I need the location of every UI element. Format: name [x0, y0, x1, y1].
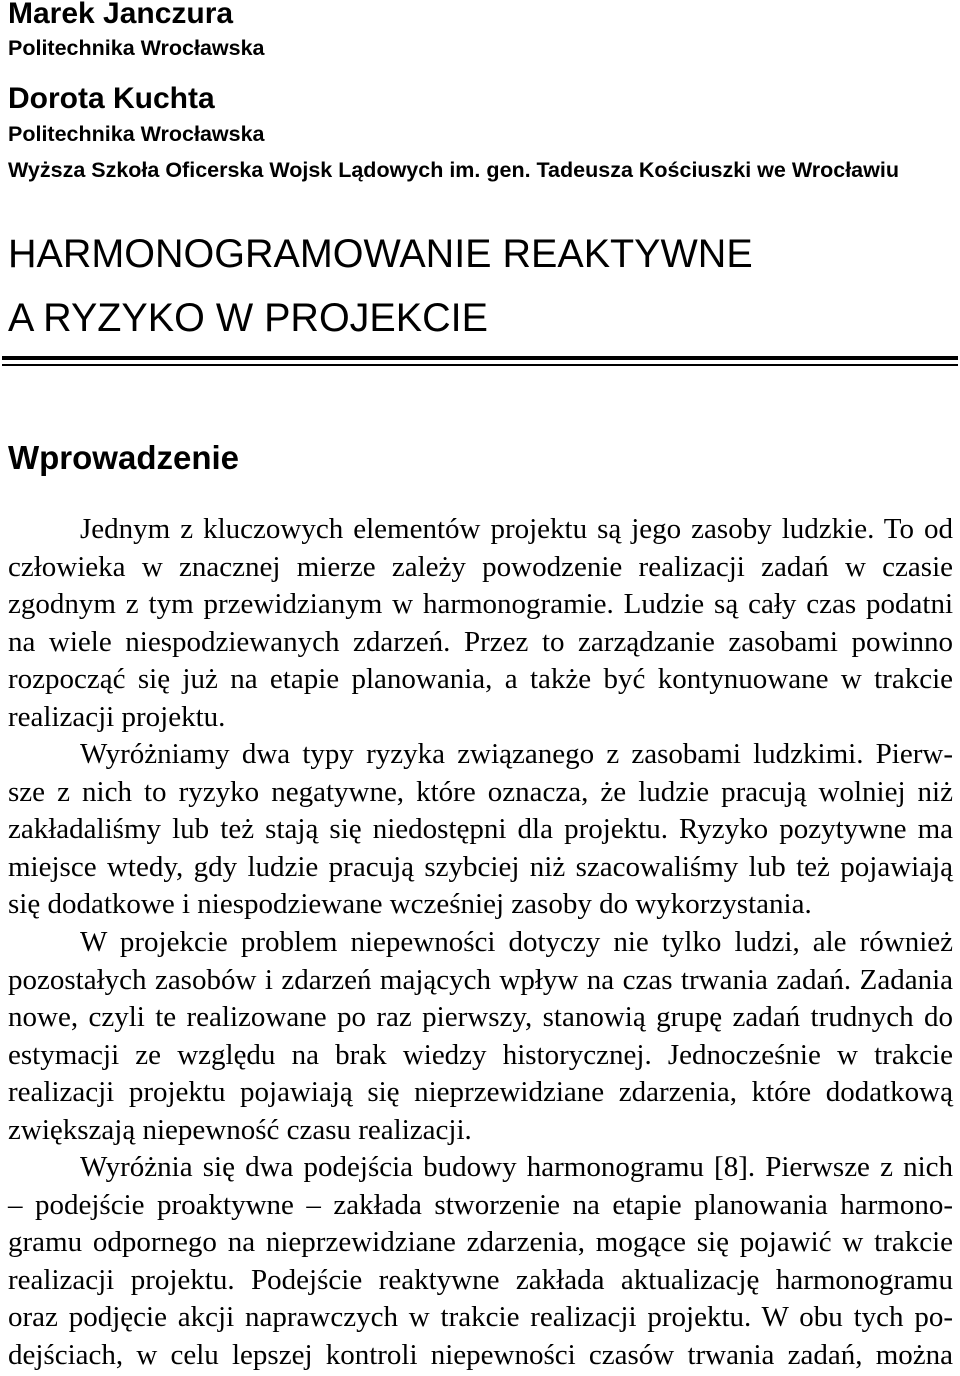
- section-heading: Wprowadzenie: [8, 439, 240, 476]
- text-line: zgodnym z tym przewidzianym w harmonogramie. Ludzie są cały czas podatni: [8, 588, 953, 621]
- text-line: oraz podjęcie akcji naprawczych w trakcie realizacji projektu. W obu tych po-: [8, 1301, 953, 1334]
- text-line: Wyróżnia się dwa podejścia budowy harmonogramu [8]. Pierwsze z nich: [80, 1151, 953, 1184]
- text-line: zwiększają niepewność czasu realizacji.: [8, 1113, 472, 1146]
- text-line: W projekcie problem niepewności dotyczy nie tylko ludzi, ale również: [80, 926, 953, 959]
- author-affiliation: Wyższa Szkoła Oficerska Wojsk Lądowych im. gen. Tadeusza Kościuszki we Wrocławiu: [8, 158, 899, 182]
- text-line: pozostałych zasobów i zdarzeń mających wpływ na czas trwania zadań. Zadania: [8, 963, 953, 996]
- text-line: realizacji projektu. Podejście reaktywne zakłada aktualizację harmonogramu: [8, 1263, 953, 1296]
- section-body: [8, 511, 953, 1375]
- paragraph: [8, 511, 953, 736]
- text-line: rozpocząć się już na etapie planowania, a także być kontynuowane w trakcie: [8, 663, 953, 696]
- text-line: sze z nich to ryzyko negatywne, które oznacza, że ludzie pracują wolniej niż: [8, 775, 953, 808]
- paragraph: [8, 924, 953, 1149]
- text-line: na wiele niespodziewanych zdarzeń. Przez to zarządzanie zasobami powinno: [8, 625, 953, 658]
- paper-title-line: HARMONOGRAMOWANIE REAKTYWNE: [8, 232, 753, 276]
- text-line: nowe, czyli te realizowane po raz pierwszy, stanowią grupę zadań trudnych do: [8, 1001, 953, 1034]
- text-line: dejściach, w celu lepszej kontroli niepewności czasów trwania zadań, można: [8, 1339, 953, 1372]
- paragraph: [8, 736, 953, 924]
- author-name: Marek Janczura: [8, 0, 234, 30]
- text-line: realizacji projektu.: [8, 700, 226, 733]
- text-line: miejsce wtedy, gdy ludzie pracują szybciej niż szacowaliśmy lub też pojawiają: [8, 850, 953, 883]
- paragraph: [8, 1149, 953, 1374]
- author-affiliation: Politechnika Wrocławska: [8, 122, 265, 146]
- text-line: – podejście proaktywne – zakłada stworzenie na etapie planowania harmono-: [8, 1188, 953, 1221]
- title-rule-thick: [2, 356, 958, 360]
- text-line: estymacji ze względu na brak wiedzy historycznej. Jednocześnie w trakcie: [8, 1038, 953, 1071]
- author-name: Dorota Kuchta: [8, 82, 215, 115]
- author-affiliation: Politechnika Wrocławska: [8, 36, 265, 60]
- text-line: gramu odpornego na nieprzewidziane zdarzenia, mogące się pojawić w trakcie: [8, 1226, 953, 1259]
- title-rule-thin: [2, 364, 958, 366]
- paper-title-line: A RYZYKO W PROJEKCIE: [8, 296, 488, 340]
- text-line: zakładaliśmy lub też stają się niedostępni dla projektu. Ryzyko pozytywne ma: [8, 813, 953, 846]
- text-line: człowieka w znacznej mierze zależy powodzenie realizacji zadań w czasie: [8, 550, 953, 583]
- text-line: Jednym z kluczowych elementów projektu są jego zasoby ludzkie. To od: [80, 513, 953, 545]
- text-line: realizacji projektu pojawiają się nieprzewidziane zdarzenia, które dodatkową: [8, 1076, 953, 1109]
- text-line: Wyróżniamy dwa typy ryzyka związanego z zasobami ludzkimi. Pierw-: [80, 738, 953, 771]
- text-line: się dodatkowe i niespodziewane wcześniej zasoby do wykorzystania.: [8, 888, 812, 921]
